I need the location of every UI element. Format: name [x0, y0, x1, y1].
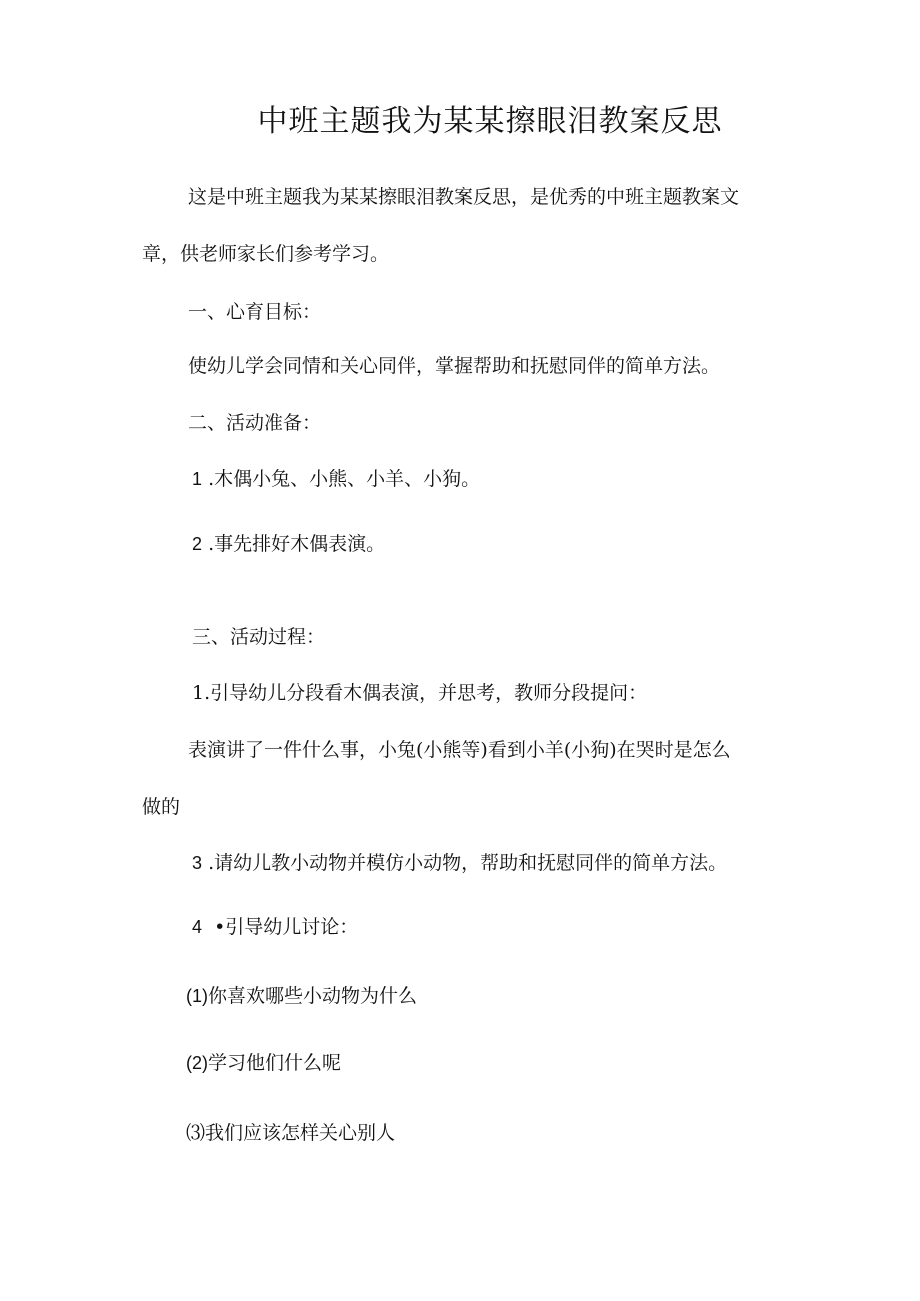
prep-item-2-number: 2 — [192, 534, 203, 554]
prep-item-2-text: .事先排好木偶表演。 — [208, 533, 386, 555]
discussion-item-1-text: 你喜欢哪些小动物为什么 — [208, 985, 418, 1007]
discussion-item-1-number: (1) — [186, 986, 208, 1006]
process-item-4 — [192, 913, 358, 941]
discussion-item-2-text: 学习他们什么呢 — [208, 1052, 342, 1074]
discussion-item-3-number: ⑶ — [186, 1122, 206, 1144]
process-item-3 — [192, 849, 727, 877]
prep-item-2 — [192, 530, 385, 558]
prep-item-1-number: 1 — [192, 469, 203, 489]
document-title: 中班主题我为某某擦眼泪教案反思 — [257, 104, 723, 139]
prep-item-1-text: .木偶小兔、小熊、小羊、小狗。 — [208, 468, 481, 490]
discussion-item-2 — [186, 1049, 341, 1077]
discussion-item-1 — [186, 982, 417, 1010]
process-item-1: 1.引导幼儿分段看木偶表演，并思考，教师分段提问： — [192, 682, 648, 704]
section-1-text: 使幼儿学会同情和关心同伴，掌握帮助和抚慰同伴的简单方法。 — [188, 355, 721, 377]
section-3-heading: 三、活动过程： — [192, 626, 326, 648]
discussion-item-3 — [186, 1119, 395, 1147]
question-line-1: 表演讲了一件什么事，小兔(小熊等)看到小羊(小狗)在哭时是怎么 — [188, 739, 731, 761]
discussion-item-3-text: 我们应该怎样关心别人 — [205, 1122, 396, 1144]
section-1-heading: 一、心育目标： — [188, 301, 322, 323]
discussion-item-2-number: (2) — [186, 1053, 208, 1073]
process-item-4-number: 4 — [192, 917, 203, 937]
intro-line-2: 章，供老师家长们参考学习。 — [142, 243, 390, 265]
process-item-3-number: 3 — [192, 853, 203, 873]
question-line-2: 做的 — [142, 796, 181, 818]
process-item-3-text: .请幼儿教小动物并模仿小动物，帮助和抚慰同伴的简单方法。 — [208, 852, 728, 874]
section-2-heading: 二、活动准备： — [188, 412, 322, 434]
intro-line-1: 这是中班主题我为某某擦眼泪教案反思，是优秀的中班主题教案文 — [188, 186, 740, 208]
process-item-4-text: •引导幼儿讨论： — [214, 916, 359, 938]
prep-item-1 — [192, 465, 480, 493]
